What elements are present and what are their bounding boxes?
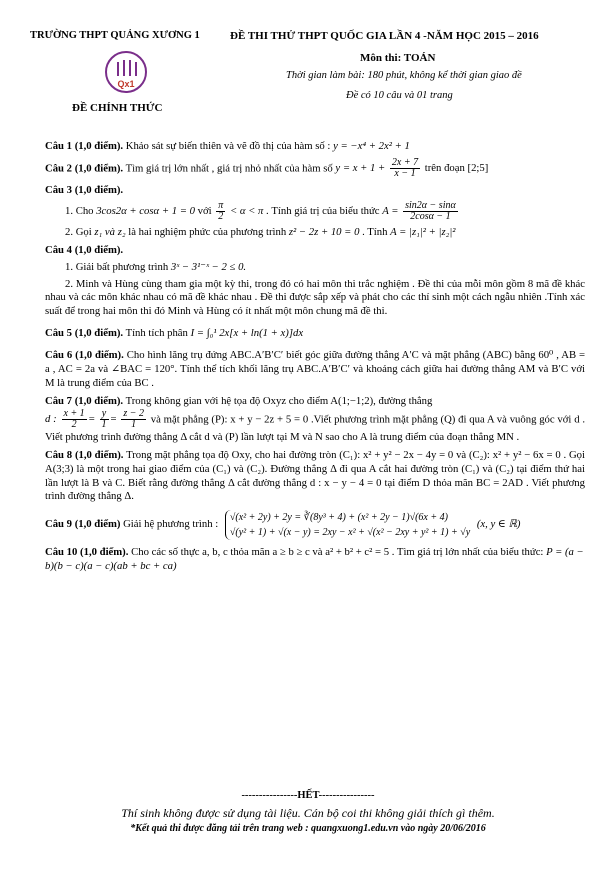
- q2-num: 2x + 7: [391, 156, 419, 168]
- q7-frac-2: [100, 409, 109, 431]
- q4-part-1: [65, 261, 585, 275]
- q3-p1-fd: 2: [218, 211, 224, 223]
- q6-head: Câu 6 (1,0 điểm).: [45, 349, 124, 362]
- q3-p1-A: A =: [382, 204, 399, 217]
- subject-label: Môn thi: TOÁN: [360, 52, 436, 64]
- question-8: [45, 449, 585, 505]
- school-logo: [104, 50, 148, 94]
- exam-body: [45, 140, 585, 578]
- q9-head: Câu 9 (1,0 điểm): [45, 518, 121, 531]
- q4-head: Câu 4 (1,0 điểm).: [45, 243, 124, 256]
- pages-note: Đề có 10 câu và 01 trang: [346, 90, 453, 101]
- q3-p2-b: là hai nghiệm phức của phương trình: [128, 225, 287, 238]
- q7-text-b: và mặt phẳng (P): x + y − 2z + 5 = 0 .Viết phương trình mặt phẳng (Q) đi qua A và vuông góc với d . Viết phương trình đường thẳng Δ cắt d và (P) lần lượt tại M và N sao cho A là trung điểm của đoạn thẳng MN .: [45, 413, 586, 443]
- q3-part-1: [65, 201, 585, 223]
- q7-d-label: d :: [45, 412, 57, 425]
- q3-p2-a: 2. Gọi: [65, 225, 92, 238]
- q3-p2-eq: z² − 2z + 10 = 0: [288, 225, 360, 238]
- q10-expr: P = (a − b)(b − c)(a − c)(ab + bc + ca): [45, 546, 584, 573]
- q3-p1-a: 1. Cho: [65, 204, 94, 217]
- q7-d2: 1: [101, 419, 107, 431]
- q3-p1-expr: 3cos2α + cosα + 1 = 0: [96, 204, 195, 217]
- q7-frac-1: [62, 409, 87, 431]
- q7-n3: z − 2: [123, 407, 144, 419]
- q2-expr: y = x + 1 +: [335, 161, 386, 174]
- q3-p1-an: sin2α − sinα: [405, 199, 456, 211]
- q7-text-a: Trong không gian với hệ tọa độ Oxyz cho điểm A(1;−1;2), đường thẳng: [125, 394, 433, 407]
- q10-head: Câu 10 (1,0 điểm).: [45, 546, 129, 559]
- q7-head: Câu 7 (1,0 điểm).: [45, 394, 124, 407]
- question-4: [45, 244, 585, 320]
- q2-den: x − 1: [394, 168, 416, 180]
- q4-p1-expr: 3ˣ − 3¹⁻ˣ − 2 ≤ 0.: [170, 260, 247, 273]
- time-note: Thời gian làm bài: 180 phút, không kể thời gian giao đề: [286, 70, 522, 81]
- q3-p1-ad: 2cosα − 1: [410, 211, 451, 223]
- q1-text: Khảo sát sự biến thiên và vẽ đồ thị của hàm số :: [125, 140, 331, 152]
- question-7: Câu 7 (1,0 điểm). Trong không gian với hệ tọa độ Oxyz cho điểm A(1;−1;2), đường thẳng d : $\frac{x + 1}{2}$ = $\frac{y}{1}$ = $\frac{z - 2}{1}$ và mặt phẳng (P): x + y − 2z + 5 = 0 .Viết phương trình mặt phẳng (Q) đi qua A và vuông góc với d . Viết phương trình đường thẳng Δ cắt d và (P) lần lượt tại M và N sao cho A là trung điểm của đoạn thẳng MN .: [45, 394, 586, 443]
- question-6: [45, 349, 585, 391]
- q10-text: Cho các số thực a, b, c thỏa mãn a ≥ b ≥ c và a² + b² + c² = 5 . Tìm giá trị lớn nhất của biểu thức:: [131, 546, 544, 559]
- q1-expr: y = −x⁴ + 2x² + 1: [333, 140, 410, 152]
- footer-website-note: *Kết quả thi được đăng tải trên trang web : quangxuong1.edu.vn vào ngày 20/06/2016: [130, 823, 486, 834]
- footer-note: Thí sinh không được sử dụng tài liệu. Cán bộ coi thi không giải thích gì thêm.: [121, 806, 495, 820]
- q3-p1-c: . Tính giá trị của biểu thức: [266, 204, 380, 217]
- q3-p1-fraction: [216, 201, 225, 223]
- q9-system: [225, 510, 470, 540]
- question-3: [45, 184, 585, 240]
- q5-expr: I = ∫₀¹ 2x[x + ln(1 + x)]dx: [190, 327, 304, 340]
- q3-p2-z: z₁ và z₂: [94, 225, 126, 238]
- q9-eq1: √(x² + 2y) + 2y = ∛(8y³ + 4) + (x² + 2y − 1)√(6x + 4): [229, 512, 448, 524]
- question-9: [45, 510, 585, 540]
- q3-p1-A-fraction: [403, 201, 458, 223]
- q7-d1: 2: [71, 419, 77, 431]
- q1-head: Câu 1 (1,0 điểm).: [45, 140, 124, 152]
- q7-n2: y: [100, 409, 109, 421]
- q3-p2-c: . Tính: [362, 225, 388, 238]
- q6-text: Cho hình lăng trụ đứng ABC.A′B′C′ biết góc giữa đường thẳng A′C và mặt phẳng (ABC) bằng 60⁰ , AB = a , AC = 2a và ∠BAC = 120°. Tính thể tích khối lăng trụ ABC.A′B′C′ và khoảng cách giữa hai đường thẳng AM và B′C với M là trung điểm của BC .: [45, 349, 586, 389]
- q3-p1-cond: < α < π: [229, 204, 264, 217]
- q9-domain: (x, y ∈ ℝ): [476, 518, 521, 531]
- q3-p1-fn: π: [218, 199, 224, 211]
- logo-text: Qx1: [117, 79, 135, 89]
- q4-part-2: 2. Minh và Hùng cùng tham gia một kỳ thi, trong đó có hai môn thi trắc nghiệm . Đề thi của mỗi môn gồm 8 mã đề khác nhau và các môn khác nhau có mã đề khác nhau . Đề thi được sắp xếp và phát cho các thí sinh một cách ngẫu nhiên .Tính xác suất để trong hai môn thi đó Minh và Hùng có ít nhất một môn chung mã đề thi.: [45, 277, 585, 318]
- question-10: [45, 546, 585, 574]
- q3-part-2: [65, 226, 585, 240]
- q9-text: Giải hệ phương trình :: [123, 518, 219, 531]
- exam-title: ĐỀ THI THỬ THPT QUỐC GIA LẦN 4 -NĂM HỌC 2015 – 2016: [230, 30, 539, 42]
- q2-fraction: [390, 158, 420, 180]
- q7-frac-3: [121, 409, 146, 431]
- official-label: ĐỀ CHÍNH THỨC: [72, 102, 163, 114]
- question-1: [45, 140, 585, 154]
- q8-head: Câu 8 (1,0 điểm).: [45, 448, 124, 461]
- question-2: [45, 158, 585, 180]
- q2-interval: [2;5]: [467, 161, 489, 174]
- q5-text: Tính tích phân: [125, 327, 188, 340]
- q2-head: Câu 2 (1,0 điểm).: [45, 162, 124, 175]
- q3-p1-b: với: [197, 204, 212, 217]
- q3-head: Câu 3 (1,0 điểm).: [45, 183, 124, 196]
- q3-p2-A: A = |z₁|² + |z₂|²: [390, 225, 456, 238]
- q7-n1: x + 1: [63, 407, 85, 419]
- q7-d3: 1: [131, 419, 137, 431]
- q2-tail: trên đoạn: [424, 161, 465, 174]
- q9-eq2: √(y² + 1) + √(x − y) = 2xy − x² + √(x² − 2xy + y² + 1) + √y: [229, 527, 471, 539]
- q4-p1-a: 1. Giải bất phương trình: [65, 260, 169, 273]
- q5-head: Câu 5 (1,0 điểm).: [45, 327, 124, 340]
- school-name: TRƯỜNG THPT QUẢNG XƯƠNG 1: [30, 30, 200, 41]
- end-marker: ----------------HẾT----------------: [241, 790, 375, 801]
- q8-text: Trong mặt phẳng tọa độ Oxy, cho hai đường tròn (C₁): x² + y² − 2x − 4y = 0 và (C₂): x² + y² − 6x = 0 . Gọi A(3;3) là một trong hai giao điểm của (C₁) và (C₂). Đường thẳng Δ đi qua A cắt hai đường tròn (C₁) và (C₂) tại điểm thứ hai lần lượt là B và C. Biết rằng đường thẳng Δ cắt đường thẳng d : x − y − 4 = 0 tại điểm D thỏa mãn BC = 2AD . Viết phương trình đường thẳng Δ.: [45, 448, 585, 503]
- question-5: [45, 327, 585, 341]
- q2-text: Tìm giá trị lớn nhất , giá trị nhỏ nhất của hàm số: [125, 162, 333, 175]
